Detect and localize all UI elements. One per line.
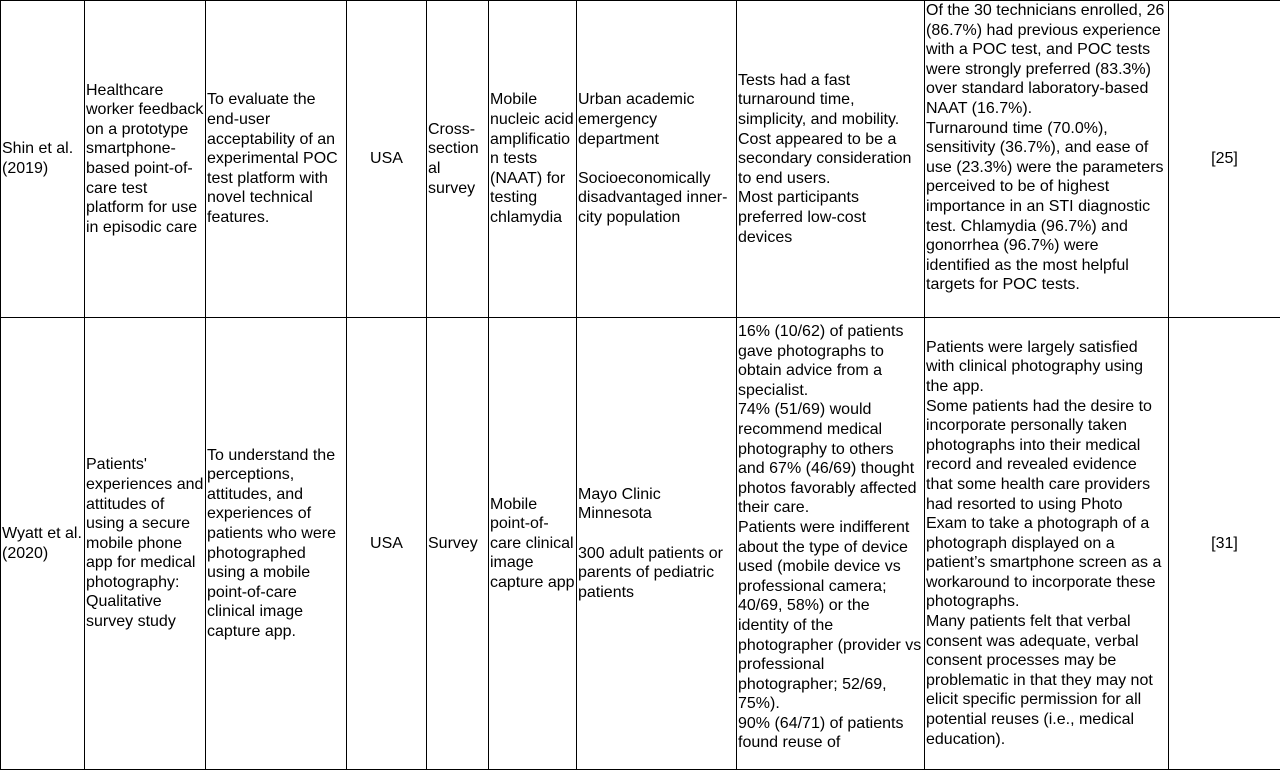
- aim-cell: [206, 318, 347, 770]
- reference-text: [25]: [1211, 150, 1238, 168]
- study-text: Shin et al. (2019): [2, 140, 74, 177]
- intervention-text: Mobile nucleic acid amplification tests (NAAT) for testing chlamydia: [490, 91, 574, 226]
- design-text: Survey: [428, 534, 478, 552]
- design-text: Cross-sectional survey: [428, 120, 479, 197]
- outcomes-text: Patients were largely satisfied with clinical photography using the app. Some patients had the desire to incorporate personally taken photographs into their medical record and revealed evidence that some health care providers had resorted to using Photo Exam to take a photograph of a photograph displayed on a patient’s smartphone screen as a workaround to incorporate these photographs. Many patients felt that verbal consent was adequate, verbal consent processes may be problematic in that they may not elicit specific permission for all potential reuses (i.e., medical education).: [926, 338, 1162, 748]
- setting-text: Mayo Clinic Minnesota 300 adult patients or parents of pediatric patients: [578, 485, 723, 601]
- study-cell: [1, 1, 85, 318]
- country-cell: [347, 318, 427, 770]
- study-text: Wyatt et al. (2020): [2, 524, 82, 562]
- results-cell: [737, 318, 925, 770]
- results-cell: [737, 1, 925, 318]
- title-cell: [85, 1, 206, 318]
- aim-text: To understand the perceptions, attitudes, and experiences of patients who were photographed using a mobile point-of-care clinical image capture app.: [207, 446, 336, 640]
- aim-text: To evaluate the end-user acceptability of an experimental POC test platform with novel technical features.: [207, 91, 338, 226]
- outcomes-text: Of the 30 technicians enrolled, 26 (86.7%) had previous experience with a POC test, and POC tests were strongly preferred (83.3%) over standard laboratory-based NAAT (16.7%). Turnaround time (70.0%), sensitivity (36.7%), and ease of use (23.3%) were the parameters perceived to be of highest importance in an STI diagnostic test. Chlamydia (96.7%) and gonorrhea (96.7%) were identified as the most helpful targets for POC tests.: [926, 2, 1165, 294]
- table-row: [1, 318, 1280, 770]
- results-text: Tests had a fast turnaround time, simplicity, and mobility. Cost appeared to be a secondary consideration to end users. Most participants preferred low-cost devices: [738, 71, 912, 246]
- country-text: USA: [370, 534, 403, 552]
- outcomes-cell: [925, 1, 1169, 318]
- intervention-text: Mobile point-of-care clinical image capture app: [490, 495, 575, 591]
- aim-cell: [206, 1, 347, 318]
- setting-text: Urban academic emergency department Socioeconomically disadvantaged inner-city population: [578, 91, 728, 226]
- study-cell: [1, 318, 85, 770]
- setting-cell: [577, 318, 737, 770]
- design-cell: [427, 318, 489, 770]
- reference-text: [31]: [1211, 534, 1238, 552]
- results-text: 16% (10/62) of patients gave photographs to obtain advice from a specialist. 74% (51/69) would recommend medical photography to others and 67% (46/69) thought photos favorably affected their care. Patients were indifferent about the type of device used (mobile device vs professional camera; 40/69, 58%) or the identity of the photographer (provider vs professional photographer; 52/69, 75%). 90% (64/71) of patients found reuse of: [738, 323, 922, 752]
- reference-cell: [1169, 318, 1280, 770]
- title-text: Healthcare worker feedback on a prototype smartphone-based point-of-care test platform for use in episodic care: [86, 81, 204, 236]
- country-cell: [347, 1, 427, 318]
- outcomes-cell: [925, 318, 1169, 770]
- country-text: USA: [370, 150, 403, 168]
- table-row: [1, 1, 1280, 318]
- intervention-cell: [489, 318, 577, 770]
- design-cell: [427, 1, 489, 318]
- setting-cell: [577, 1, 737, 318]
- intervention-cell: [489, 1, 577, 318]
- reference-cell: [1169, 1, 1280, 318]
- title-text: Patients' experiences and attitudes of using a secure mobile phone app for medical photography: Qualitative survey study: [86, 456, 204, 631]
- title-cell: [85, 318, 206, 770]
